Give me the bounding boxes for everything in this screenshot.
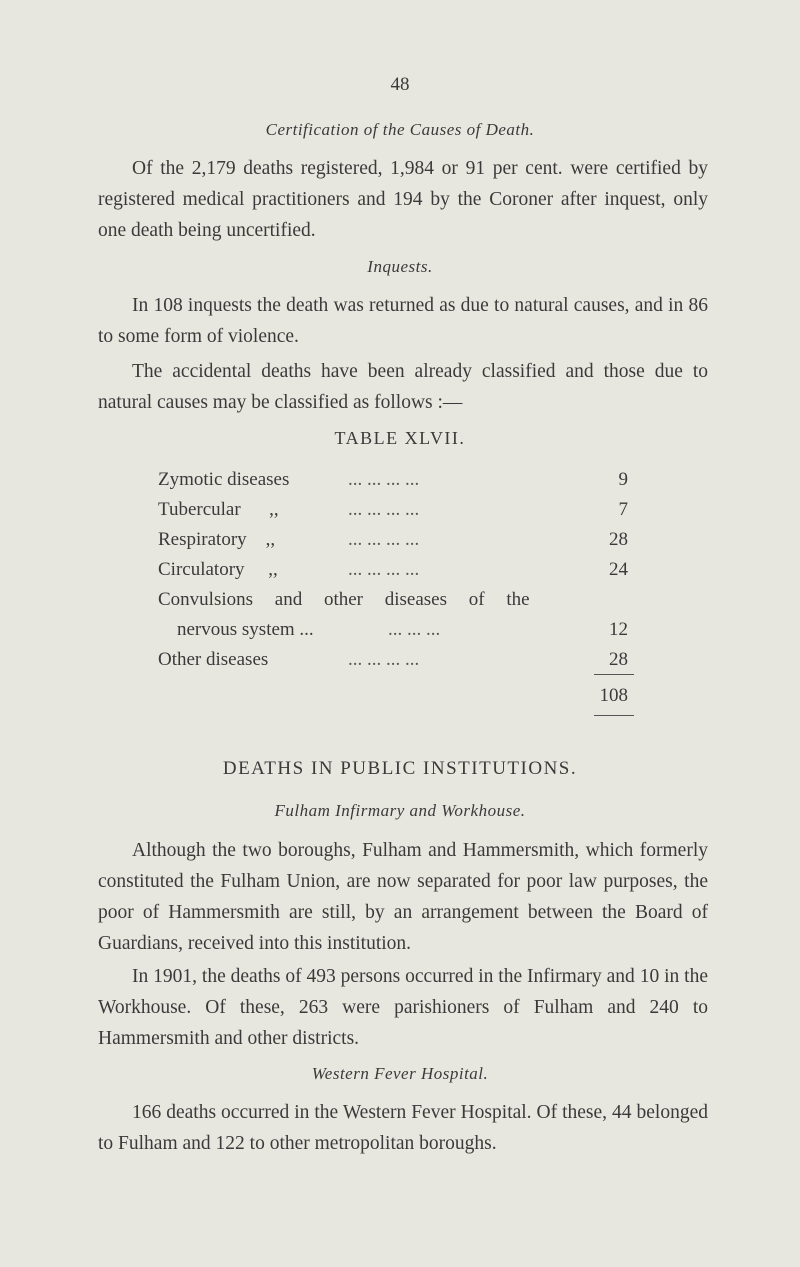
- inquests-paragraph-1: In 108 inquests the death was returned as due to natural causes, and in 86 to some form of violence.: [98, 295, 708, 347]
- table-row-other-diseases: [158, 645, 628, 675]
- row-leader: ... ... ... ...: [348, 529, 420, 550]
- page-number: 48: [390, 74, 410, 95]
- row-value: 28: [609, 529, 628, 550]
- row-leader: ... ... ... ...: [348, 499, 420, 520]
- row-value: 9: [618, 469, 628, 490]
- table-row-convulsions: [158, 585, 628, 615]
- table-row-zymotic: [158, 465, 628, 495]
- fulham-heading: Fulham Infirmary and Workhouse.: [274, 801, 526, 820]
- row-leader: ... ... ... ...: [348, 649, 420, 670]
- table-row-respiratory: [158, 525, 628, 555]
- row-label: Zymotic diseases: [158, 469, 290, 490]
- inquests-heading: Inquests.: [367, 257, 433, 276]
- public-institutions-heading: DEATHS IN PUBLIC INSTITUTIONS.: [222, 758, 578, 779]
- row-leader: ... ... ... ...: [348, 559, 420, 580]
- certification-heading: Certification of the Causes of Death.: [265, 120, 535, 139]
- table-row-circulatory: [158, 555, 628, 585]
- row-label: Respiratory ,,: [158, 529, 276, 550]
- row-value: 7: [618, 499, 628, 520]
- inquests-paragraph-2: The accidental deaths have been already classified and those due to natural causes may be classified as follows :—: [98, 361, 708, 413]
- row-leader: ... ... ...: [388, 619, 441, 640]
- table-row-tubercular: [158, 495, 628, 525]
- western-heading: Western Fever Hospital.: [311, 1064, 489, 1083]
- row-value: 24: [609, 559, 628, 580]
- certification-paragraph: Of the 2,179 deaths registered, 1,984 or 91 per cent. were certified by registered medical practitioners and 194 by the Coroner after inquest, only one death being uncertified.: [98, 158, 708, 241]
- total-rule-top: [594, 674, 634, 675]
- row-label: Circulatory ,,: [158, 559, 278, 580]
- row-label: Convulsions and other diseases of the: [158, 589, 530, 610]
- table-total-row: [158, 681, 628, 711]
- table-row-nervous-system: [158, 615, 628, 645]
- fulham-paragraph-1: Although the two boroughs, Fulham and Hammersmith, which formerly constituted the Fulham Union, are now separated for poor law purposes, the poor of Hammersmith are still, by an arrangement between the Board of Guardians, received into this institution.: [98, 840, 708, 954]
- fulham-paragraph-2: In 1901, the deaths of 493 persons occurred in the Infirmary and 10 in the Workhouse. Of these, 263 were parishioners of Fulham and 240 to Hammersmith and other districts.: [98, 966, 708, 1049]
- row-label: nervous system ...: [158, 619, 314, 640]
- western-paragraph: 166 deaths occurred in the Western Fever Hospital. Of these, 44 belonged to Fulham and 122 to other metropolitan boroughs.: [98, 1102, 708, 1154]
- row-label: Other diseases: [158, 649, 269, 670]
- row-value: 12: [609, 619, 628, 640]
- table-title: TABLE XLVII.: [334, 428, 466, 448]
- row-label: Tubercular ,,: [158, 499, 279, 520]
- row-value: 28: [609, 649, 628, 670]
- total-rule-bottom: [594, 715, 634, 716]
- table-total: 108: [599, 685, 628, 706]
- row-leader: ... ... ... ...: [348, 469, 420, 490]
